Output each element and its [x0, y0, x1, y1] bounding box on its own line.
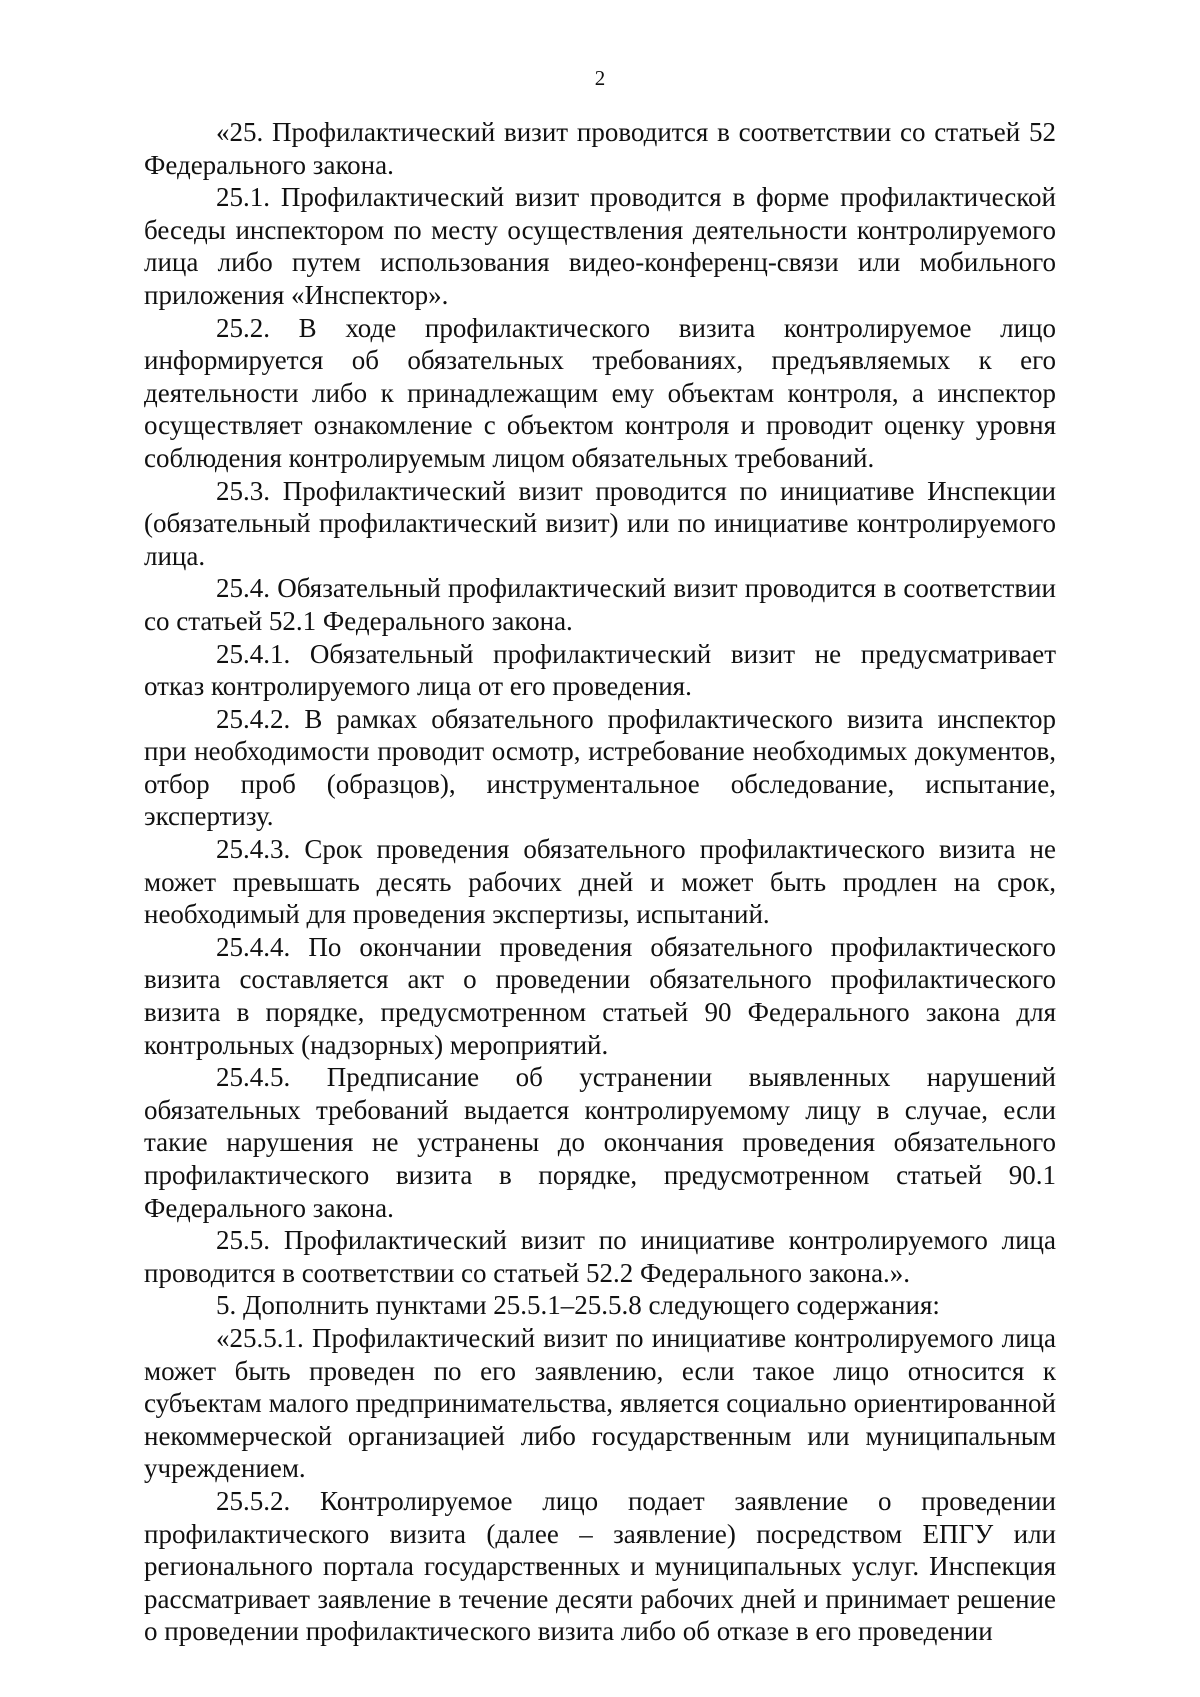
paragraph-item-5: 5. Дополнить пунктами 25.5.1–25.5.8 следующего содержания: — [216, 1290, 940, 1321]
paragraph-25: «25. Профилактический визит проводится в соответствии со статьей 52 Федерального закона. — [144, 117, 1056, 180]
paragraph-25-5: 25.5. Профилактический визит по инициативе контролируемого лица проводится в соответствии со статьей 52.2 Федерального закона.». — [144, 1225, 1056, 1288]
document-body — [144, 116, 1056, 1648]
paragraph-25-4: 25.4. Обязательный профилактический визит проводится в соответствии со статьей 52.1 Федерального закона. — [144, 573, 1056, 636]
paragraph-25-4-5: 25.4.5. Предписание об устранении выявленных нарушений обязательных требований выдается контролируемому лицу в случае, если такие нарушения не устранены до окончания проведения обязательного профилактического визита в порядке, предусмотренном статьей 90.1 Федерального закона. — [144, 1062, 1056, 1223]
paragraph-25-4-4: 25.4.4. По окончании проведения обязательного профилактического визита составляется акт о проведении обязательного профилактического визита в порядке, предусмотренном статьей 90 Федерального закона для контрольных (надзорных) мероприятий. — [144, 931, 1056, 1060]
paragraph-25-2: 25.2. В ходе профилактического визита контролируемое лицо информируется об обязательных требованиях, предъявляемых к его деятельности либо к принадлежащим ему объектам контроля, а инспектор осуществляет ознакомление с объектом контроля и проводит оценку уровня соблюдения контролируемым лицом обязательных требований. — [144, 312, 1056, 473]
paragraph-25-4-3: 25.4.3. Срок проведения обязательного профилактического визита не может превышать десять рабочих дней и может быть продлен на срок, необходимый для проведения экспертизы, испытаний. — [144, 834, 1056, 930]
paragraph-25-1: 25.1. Профилактический визит проводится в форме профилактической беседы инспектором по месту осуществления деятельности контролируемого лица либо путем использования видео-конференц-связи или мобильного приложения «Инспектор». — [144, 182, 1056, 310]
page-number: 2 — [594, 66, 606, 90]
paragraph-25-5-2: 25.5.2. Контролируемое лицо подает заявление о проведении профилактического визита (далее – заявление) посредством ЕПГУ или регионального портала государственных и муниципальных услуг. Инспекция рассматривает заявление в течение десяти рабочих дней и принимает решение о проведении профилактического визита либо об отказе в его проведении — [144, 1485, 1056, 1647]
paragraph-25-4-2: 25.4.2. В рамках обязательного профилактического визита инспектор при необходимости проводит осмотр, истребование необходимых документов, отбор проб (образцов), инструментальное обследование, испытание, экспертизу. — [144, 703, 1056, 832]
paragraph-25-3: 25.3. Профилактический визит проводится по инициативе Инспекции (обязательный профилактический визит) или по инициативе контролируемого лица. — [144, 475, 1056, 571]
paragraph-25-5-1: «25.5.1. Профилактический визит по инициативе контролируемого лица может быть проведен по его заявлению, если такое лицо относится к субъектам малого предпринимательства, является социально ориентированной некоммерческой организацией либо государственным или муниципальным учреждением. — [144, 1322, 1056, 1484]
paragraph-25-4-1: 25.4.1. Обязательный профилактический визит не предусматривает отказ контролируемого лица от его проведения. — [144, 638, 1056, 702]
